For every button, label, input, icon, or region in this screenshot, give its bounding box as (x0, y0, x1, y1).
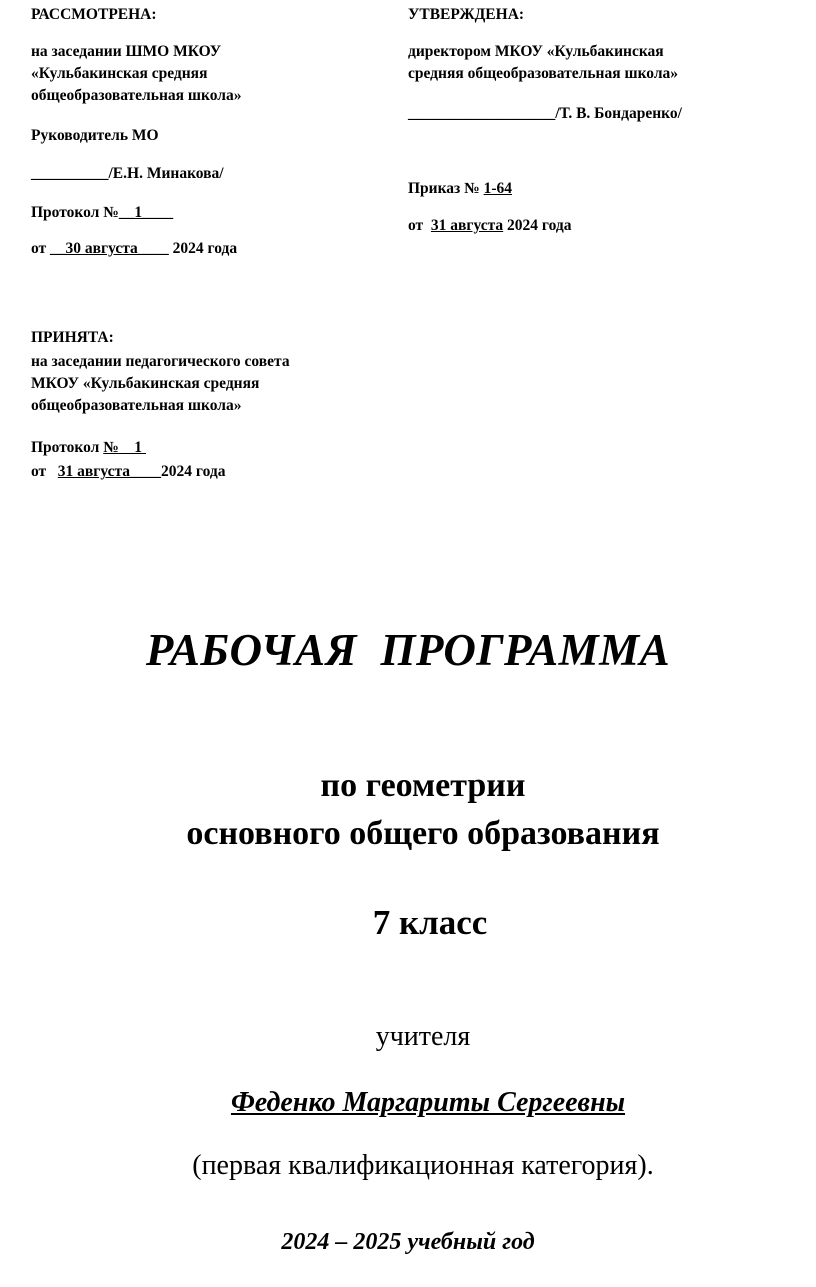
accepted-line: МКОУ «Кульбакинская средняя (31, 375, 260, 392)
accepted-heading: ПРИНЯТА: (31, 329, 114, 346)
director-signature (408, 103, 682, 124)
grade: 7 класс (372, 903, 488, 942)
protocol-label: Протокол № (31, 204, 119, 221)
left-block-line: общеобразовательная школа» (31, 87, 242, 104)
subject-line: основного общего образования (186, 815, 660, 852)
signature-name: /Е.Н. Минакова/ (108, 165, 224, 182)
left-date (31, 238, 237, 259)
date-post-blank: ____ (130, 463, 162, 480)
accepted-line: на заседании педагогического совета (31, 353, 290, 370)
protocol-pre-blank: __ (118, 204, 135, 221)
order-line (408, 178, 512, 199)
accepted-line: общеобразовательная школа» (31, 397, 242, 414)
protocol-post-blank: ____ (142, 204, 174, 221)
date-year: 2024 года (161, 463, 226, 480)
date-from: от (31, 463, 47, 480)
head-of-mo-signature (31, 163, 224, 184)
left-block-line: на заседании ШМО МКОУ (31, 43, 222, 60)
right-date (408, 215, 571, 236)
order-number: 1-64 (483, 180, 513, 197)
date-value: 31 августа (430, 217, 504, 234)
protocol-number: 1 (134, 204, 143, 221)
date-pre-blank: __ (50, 240, 66, 257)
accepted-date (31, 461, 225, 482)
subject-line: по геометрии (320, 767, 526, 804)
date-post-blank: ____ (137, 240, 169, 257)
right-block-line: директором МКОУ «Кульбакинская (408, 43, 664, 60)
left-protocol (31, 202, 173, 223)
date-value: 31 августа (57, 463, 131, 480)
signature-blank: ___________________ (408, 105, 556, 122)
date-from: от (408, 217, 424, 234)
protocol-label: Протокол (31, 439, 100, 456)
signature-blank: __________ (31, 165, 109, 182)
teacher-name: Феденко Маргариты Сергеевны (230, 1087, 626, 1118)
date-value: 30 августа (65, 240, 138, 257)
head-of-mo-label: Руководитель МО (31, 127, 159, 144)
teacher-category: (первая квалификационная категория). (192, 1150, 654, 1181)
order-label: Приказ № (408, 180, 480, 197)
date-year: 2024 года (507, 217, 572, 234)
right-block-line: средняя общеобразовательная школа» (408, 65, 679, 82)
document-title: РАБОЧАЯ ПРОГРАММА (145, 625, 671, 675)
left-block-line: «Кульбакинская средняя (31, 65, 208, 82)
accepted-protocol (31, 437, 146, 458)
school-year: 2024 – 2025 учебный год (281, 1229, 535, 1255)
date-year: 2024 года (172, 240, 238, 257)
date-from: от (31, 240, 47, 257)
right-block-heading: УТВЕРЖДЕНА: (408, 6, 525, 23)
signature-name: /Т. В. Бондаренко/ (555, 105, 682, 122)
protocol-value: № 1 (103, 439, 143, 456)
teacher-label: учителя (375, 1021, 471, 1052)
left-block-heading: РАССМОТРЕНА: (31, 6, 157, 23)
